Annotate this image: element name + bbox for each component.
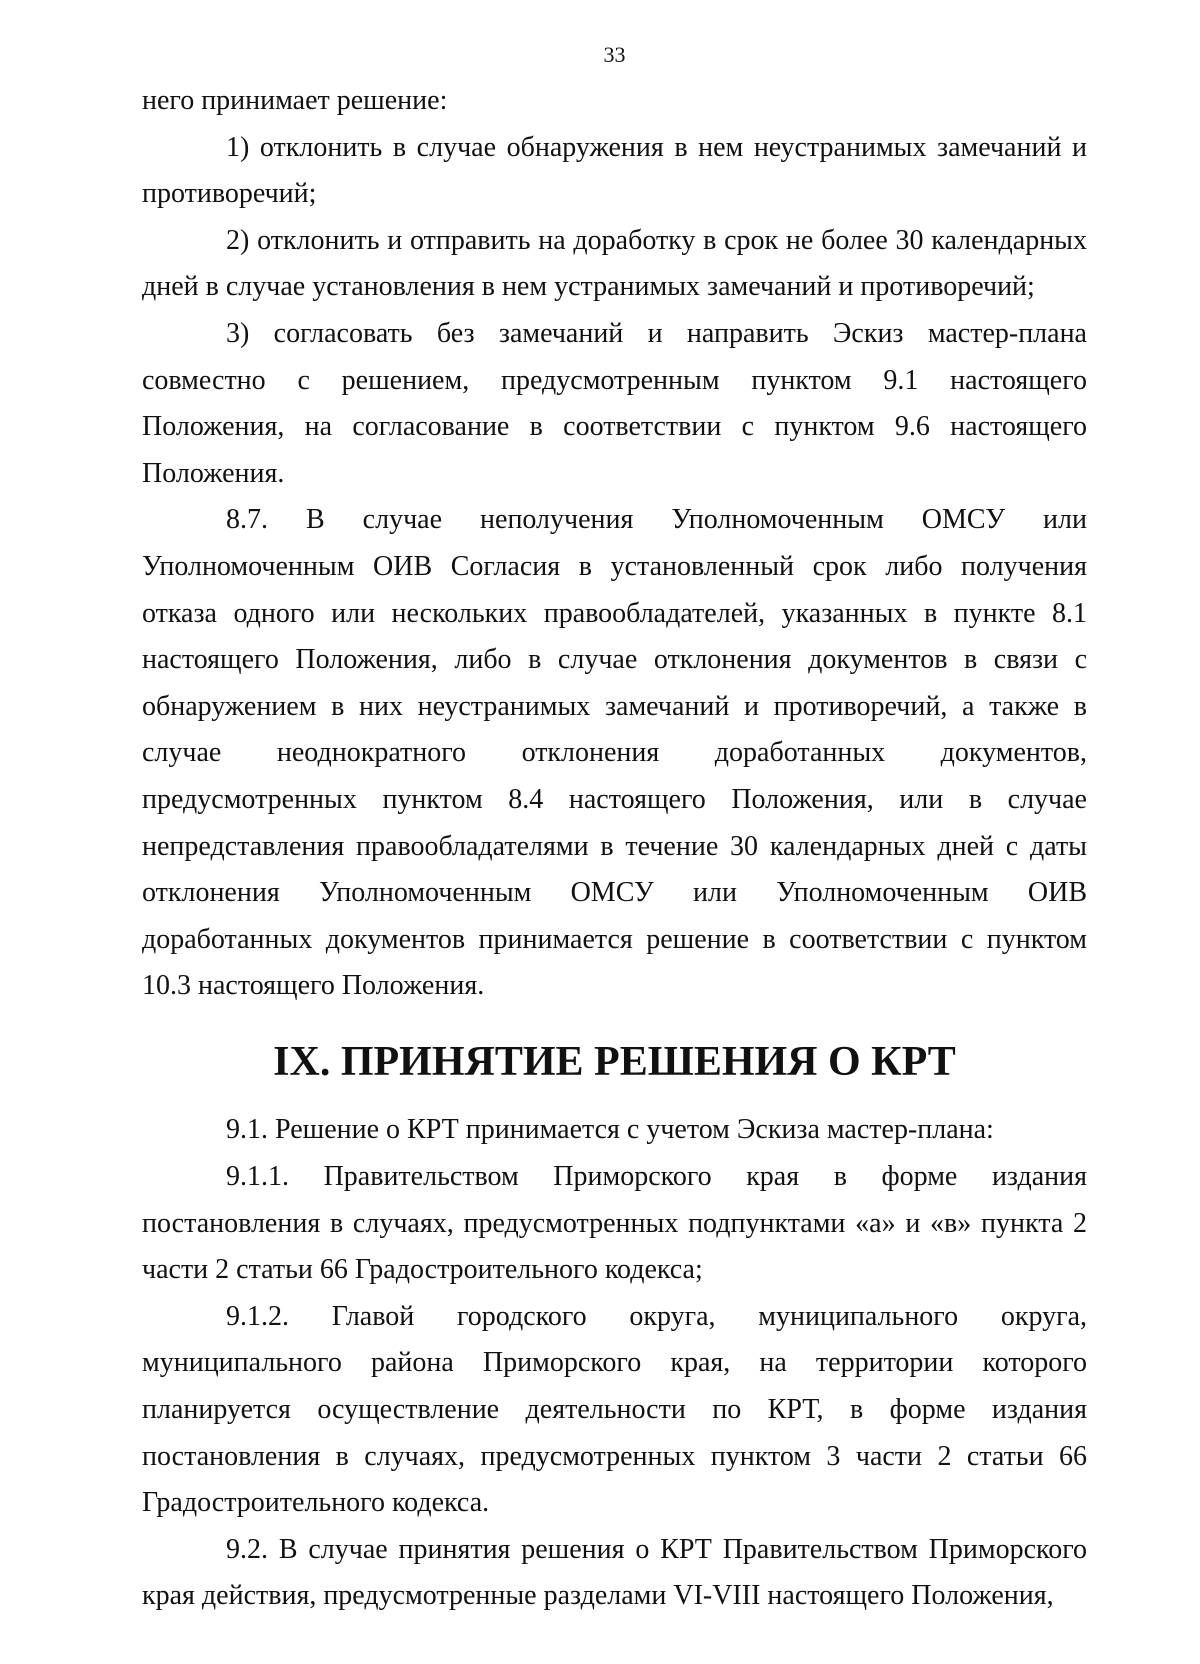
paragraph-9-1-2: 9.1.2. Главой городского округа, муниципального округа, муниципального района Приморского края, на территории которого планируется осуществление деятельности по КРТ, в форме издания постановления в случаях, предусмотренных пунктом 3 части 2 статьи 66 Градостроительного кодекса.: [142, 1300, 1087, 1519]
paragraph-item-1: 1) отклонить в случае обнаружения в нем неустранимых замечаний и противоречий;: [142, 131, 1087, 210]
paragraph-9-1-1: 9.1.1. Правительством Приморского края в форме издания постановления в случаях, предусмотренных подпунктами «а» и «в» пункта 2 части 2 статьи 66 Градостроительного кодекса;: [142, 1161, 1087, 1286]
paragraph-continuation: него принимает решение:: [142, 85, 448, 116]
document-body: [142, 78, 1087, 1620]
paragraph-9-2: 9.2. В случае принятия решения о КРТ Правительством Приморского края действия, предусмотренные разделами VI-VIII настоящего Положения,: [142, 1533, 1087, 1612]
paragraph-8-7: 8.7. В случае неполучения Уполномоченным ОМСУ или Уполномоченным ОИВ Согласия в установленный срок либо получения отказа одного или нескольких правообладателей, указанных в пункте 8.1 настоящего Положения, либо в случае отклонения документов в связи с обнаружением в них неустранимых замечаний и противоречий, а также в случае неоднократного отклонения доработанных документов, предусмотренных пунктом 8.4 настоящего Положения, или в случае непредставления правообладателями в течение 30 календарных дней с даты отклонения Уполномоченным ОМСУ или Уполномоченным ОИВ доработанных документов принимается решение в соответствии с пунктом 10.3 настоящего Положения.: [142, 504, 1087, 1002]
section-heading: IX. ПРИНЯТИЕ РЕШЕНИЯ О КРТ: [273, 1038, 956, 1085]
page-number: 33: [603, 42, 626, 67]
paragraph-item-2: 2) отклонить и отправить на доработку в срок не более 30 календарных дней в случае установления в нем устранимых замечаний и противоречий;: [142, 224, 1087, 303]
paragraph-item-3: 3) согласовать без замечаний и направить Эскиз мастер-плана совместно с решением, предусмотренным пунктом 9.1 настоящего Положения, на согласование в соответствии с пунктом 9.6 настоящего Положения.: [142, 317, 1087, 489]
paragraph-9-1: 9.1. Решение о КРТ принимается с учетом Эскиза мастер-плана:: [226, 1114, 994, 1146]
